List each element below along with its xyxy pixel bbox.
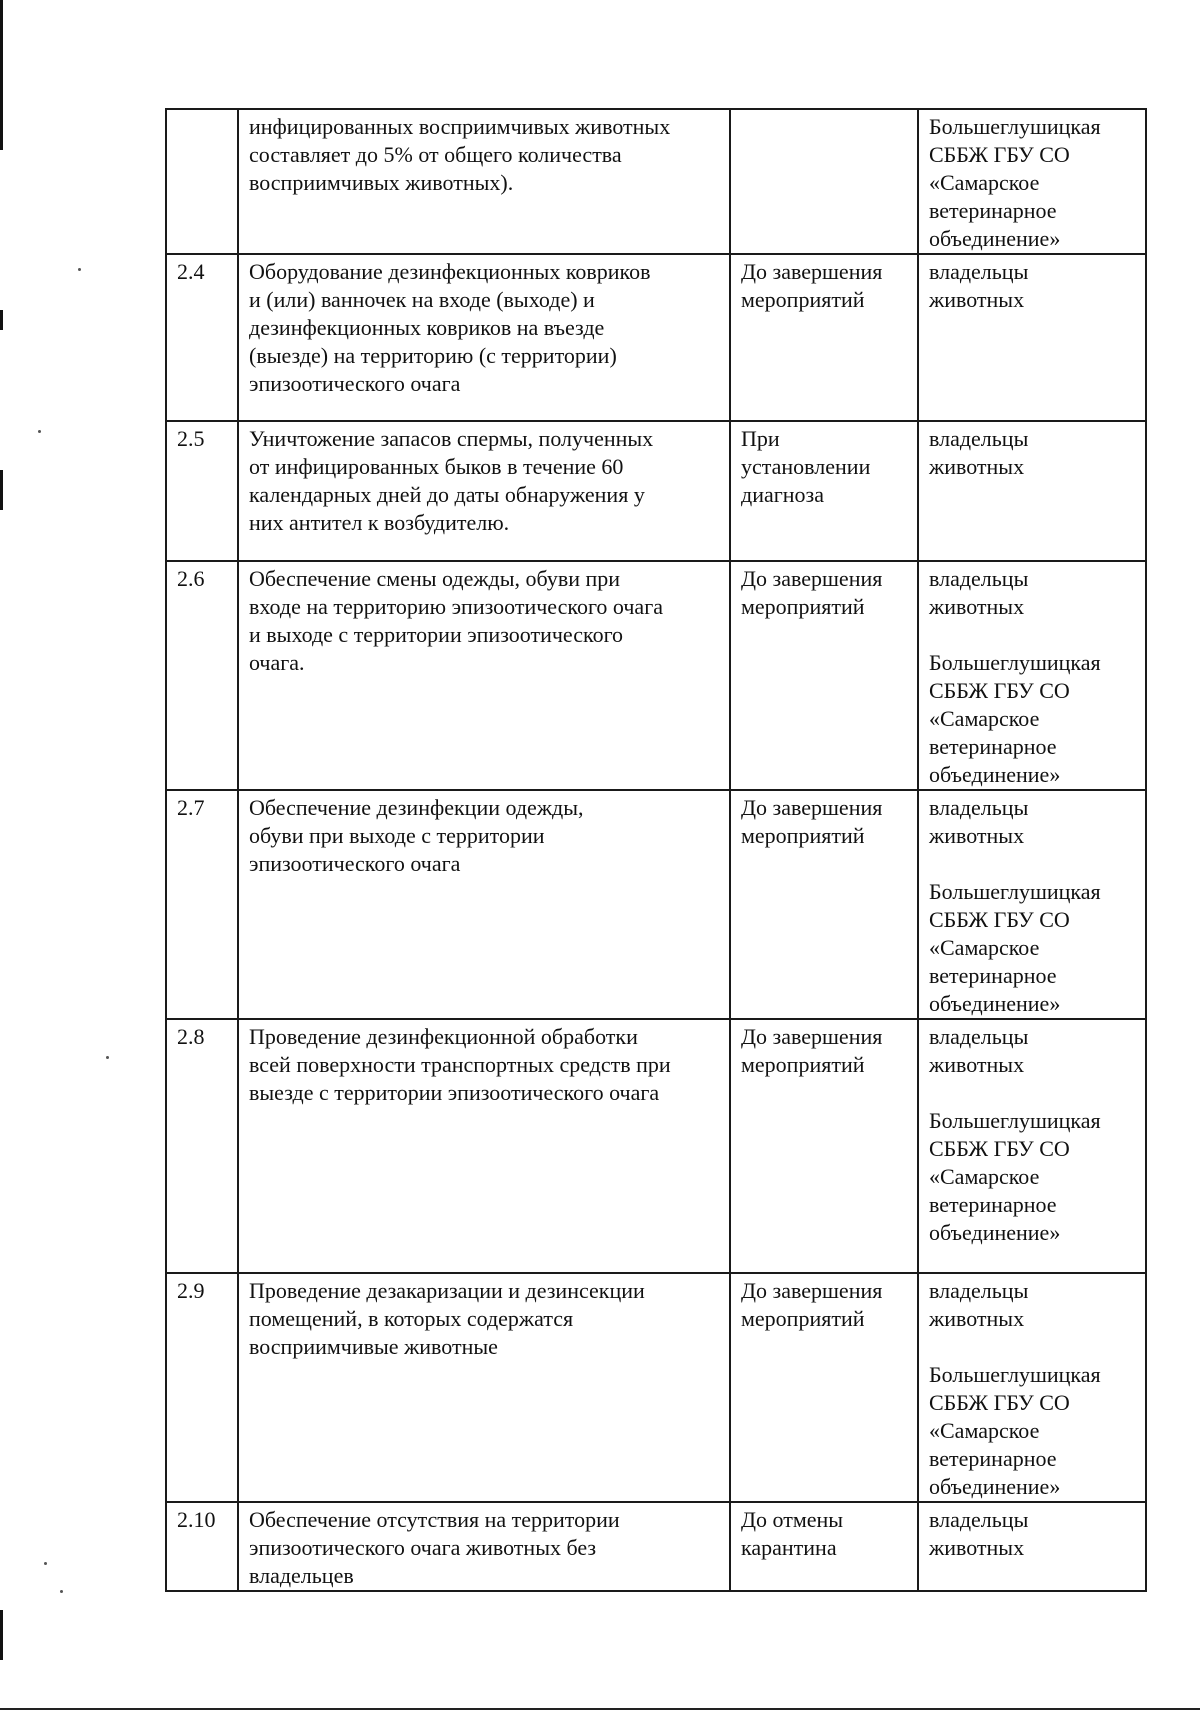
- responsible-group-gap: [929, 621, 1135, 649]
- table-row: [166, 1502, 1146, 1591]
- scan-speck: [38, 430, 41, 433]
- measure-line: инфицированных восприимчивых животных: [249, 114, 671, 139]
- scan-edge-mark: [0, 470, 3, 510]
- term-cell: [730, 109, 918, 254]
- responsible-group-gap: [929, 1079, 1135, 1107]
- term-line: При: [741, 426, 780, 451]
- responsible-line: объединение»: [929, 1220, 1061, 1245]
- responsible-group-gap: [929, 850, 1135, 878]
- responsible-line: животных: [929, 594, 1025, 619]
- responsible-line: СББЖ ГБУ СО: [929, 142, 1070, 167]
- row-number-cell: 2.9: [166, 1273, 238, 1502]
- measure-line: Проведение дезинфекционной обработки: [249, 1024, 638, 1049]
- measure-cell: [238, 254, 730, 421]
- table-row: [166, 421, 1146, 561]
- responsible-group-gap: [929, 1333, 1135, 1361]
- responsible-line: СББЖ ГБУ СО: [929, 1136, 1070, 1161]
- scan-speck: [44, 1562, 47, 1565]
- responsible-line: ветеринарное: [929, 963, 1057, 988]
- responsible-line: Большеглушицкая: [929, 1108, 1101, 1133]
- responsible-cell: [918, 1273, 1146, 1502]
- term-line: карантина: [741, 1535, 837, 1560]
- term-cell: [730, 1019, 918, 1273]
- responsible-line: объединение»: [929, 1474, 1061, 1499]
- responsible-line: СББЖ ГБУ СО: [929, 678, 1070, 703]
- responsible-line: владельцы: [929, 426, 1029, 451]
- responsible-line: Большеглушицкая: [929, 1362, 1101, 1387]
- responsible-line: животных: [929, 1306, 1025, 1331]
- responsible-cell: [918, 1502, 1146, 1591]
- responsible-line: «Самарское: [929, 170, 1040, 195]
- responsible-line: СББЖ ГБУ СО: [929, 907, 1070, 932]
- responsible-cell: [918, 561, 1146, 790]
- term-line: мероприятий: [741, 1052, 865, 1077]
- scan-edge-mark: [0, 0, 3, 150]
- responsible-line: животных: [929, 823, 1025, 848]
- responsible-line: СББЖ ГБУ СО: [929, 1390, 1070, 1415]
- term-cell: [730, 1502, 918, 1591]
- term-cell: [730, 1273, 918, 1502]
- row-number-cell: 2.6: [166, 561, 238, 790]
- scan-edge-mark: [0, 1610, 3, 1660]
- term-cell: [730, 790, 918, 1019]
- term-line: диагноза: [741, 482, 824, 507]
- responsible-line: владельцы: [929, 259, 1029, 284]
- responsible-line: «Самарское: [929, 706, 1040, 731]
- measure-cell: [238, 561, 730, 790]
- measure-line: Уничтожение запасов спермы, полученных: [249, 426, 654, 451]
- term-line: мероприятий: [741, 823, 865, 848]
- term-line: До завершения: [741, 1278, 883, 1303]
- measure-line: дезинфекционных ковриков на въезде: [249, 315, 605, 340]
- responsible-line: ветеринарное: [929, 734, 1057, 759]
- scan-bottom-edge: [0, 1708, 1200, 1710]
- term-line: До завершения: [741, 1024, 883, 1049]
- responsible-line: владельцы: [929, 795, 1029, 820]
- responsible-line: ветеринарное: [929, 1192, 1057, 1217]
- measure-line: от инфицированных быков в течение 60: [249, 454, 624, 479]
- measure-line: очага.: [249, 650, 305, 675]
- term-line: До отмены: [741, 1507, 844, 1532]
- term-cell: [730, 421, 918, 561]
- table-row: [166, 561, 1146, 790]
- responsible-line: Большеглушицкая: [929, 114, 1101, 139]
- responsible-line: животных: [929, 454, 1025, 479]
- responsible-line: «Самарское: [929, 1164, 1040, 1189]
- table-row: [166, 109, 1146, 254]
- measure-line: Обеспечение дезинфекции одежды,: [249, 795, 584, 820]
- measure-line: и выходе с территории эпизоотического: [249, 622, 624, 647]
- measure-line: и (или) ванночек на входе (выходе) и: [249, 287, 595, 312]
- responsible-line: животных: [929, 1052, 1025, 1077]
- table-row: [166, 790, 1146, 1019]
- scan-edge-mark: [0, 310, 3, 330]
- row-number-cell: 2.8: [166, 1019, 238, 1273]
- measure-cell: [238, 790, 730, 1019]
- table-row: [166, 1019, 1146, 1273]
- measure-cell: [238, 421, 730, 561]
- term-line: До завершения: [741, 566, 883, 591]
- responsible-line: «Самарское: [929, 1418, 1040, 1443]
- responsible-line: владельцы: [929, 1278, 1029, 1303]
- measure-line: составляет до 5% от общего количества: [249, 142, 622, 167]
- term-line: До завершения: [741, 259, 883, 284]
- responsible-line: Большеглушицкая: [929, 650, 1101, 675]
- responsible-cell: [918, 790, 1146, 1019]
- responsible-line: владельцы: [929, 566, 1029, 591]
- term-line: мероприятий: [741, 1306, 865, 1331]
- measure-line: входе на территорию эпизоотического очага: [249, 594, 663, 619]
- responsible-line: ветеринарное: [929, 198, 1057, 223]
- term-cell: [730, 561, 918, 790]
- measure-line: эпизоотического очага: [249, 371, 461, 396]
- term-line: мероприятий: [741, 594, 865, 619]
- measure-line: всей поверхности транспортных средств при: [249, 1052, 671, 1077]
- measures-table: [165, 108, 1147, 1592]
- scan-speck: [78, 268, 81, 271]
- responsible-cell: [918, 254, 1146, 421]
- measure-line: эпизоотического очага животных без: [249, 1535, 597, 1560]
- responsible-line: объединение»: [929, 991, 1061, 1016]
- measure-line: (выезде) на территорию (с территории): [249, 343, 617, 368]
- term-line: мероприятий: [741, 287, 865, 312]
- measure-line: выезде с территории эпизоотического очага: [249, 1080, 660, 1105]
- measure-line: восприимчивые животные: [249, 1334, 498, 1359]
- responsible-cell: [918, 109, 1146, 254]
- row-number-cell: 2.10: [166, 1502, 238, 1591]
- responsible-line: животных: [929, 1535, 1025, 1560]
- measures-table-container: [165, 108, 1147, 1592]
- measure-line: календарных дней до даты обнаружения у: [249, 482, 645, 507]
- measure-cell: [238, 1273, 730, 1502]
- measure-cell: [238, 1019, 730, 1273]
- row-number-cell: 2.7: [166, 790, 238, 1019]
- measure-line: владельцев: [249, 1563, 354, 1588]
- responsible-line: ветеринарное: [929, 1446, 1057, 1471]
- responsible-line: объединение»: [929, 762, 1061, 787]
- measure-line: эпизоотического очага: [249, 851, 461, 876]
- measure-line: Обеспечение смены одежды, обуви при: [249, 566, 621, 591]
- responsible-line: владельцы: [929, 1024, 1029, 1049]
- responsible-line: Большеглушицкая: [929, 879, 1101, 904]
- measure-line: восприимчивых животных).: [249, 170, 514, 195]
- responsible-line: «Самарское: [929, 935, 1040, 960]
- responsible-cell: [918, 1019, 1146, 1273]
- row-number-cell: [166, 109, 238, 254]
- scan-speck: [60, 1590, 63, 1593]
- measure-cell: [238, 109, 730, 254]
- row-number-cell: 2.4: [166, 254, 238, 421]
- measure-line: них антител к возбудителю.: [249, 510, 510, 535]
- term-cell: [730, 254, 918, 421]
- measure-line: обуви при выходе с территории: [249, 823, 545, 848]
- table-row: [166, 254, 1146, 421]
- responsible-cell: [918, 421, 1146, 561]
- responsible-line: владельцы: [929, 1507, 1029, 1532]
- responsible-line: объединение»: [929, 226, 1061, 251]
- measure-line: Оборудование дезинфекционных ковриков: [249, 259, 651, 284]
- measure-cell: [238, 1502, 730, 1591]
- table-row: [166, 1273, 1146, 1502]
- measure-line: помещений, в которых содержатся: [249, 1306, 574, 1331]
- scan-speck: [106, 1056, 109, 1059]
- responsible-line: животных: [929, 287, 1025, 312]
- measure-line: Обеспечение отсутствия на территории: [249, 1507, 620, 1532]
- measure-line: Проведение дезакаризации и дезинсекции: [249, 1278, 645, 1303]
- term-line: установлении: [741, 454, 871, 479]
- term-line: До завершения: [741, 795, 883, 820]
- row-number-cell: 2.5: [166, 421, 238, 561]
